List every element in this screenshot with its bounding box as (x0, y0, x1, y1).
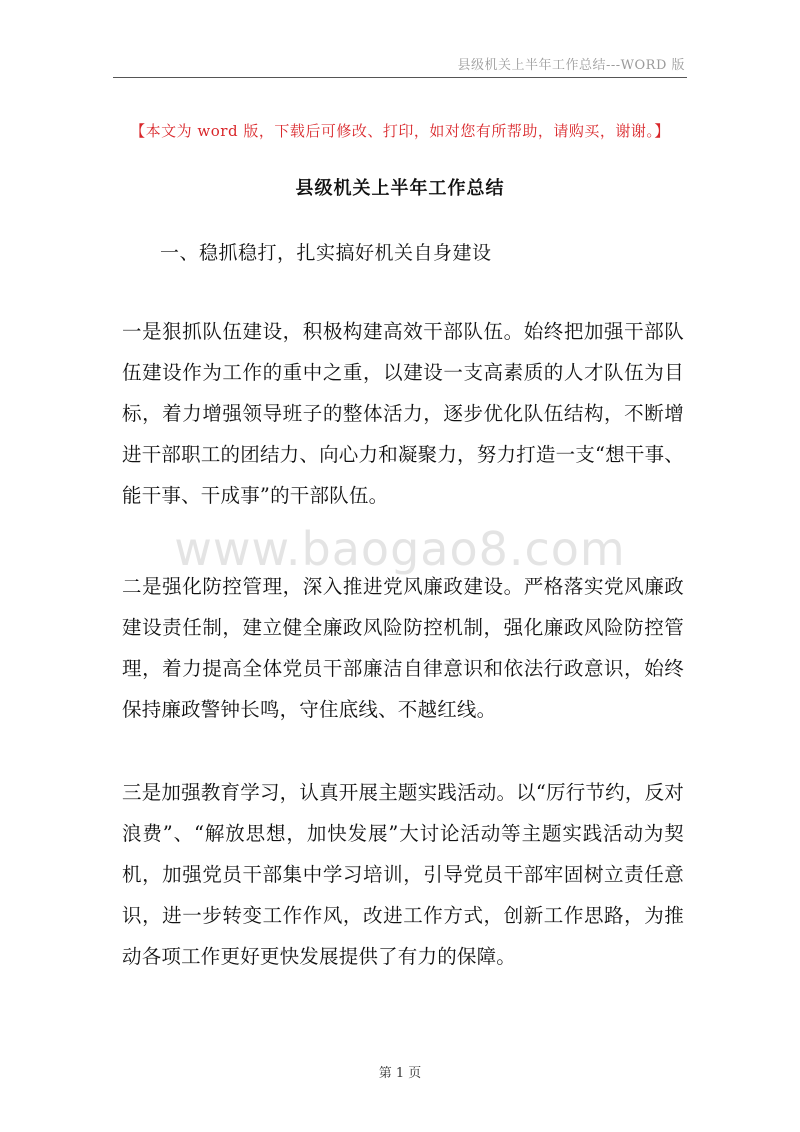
paragraph-1: 一是狠抓队伍建设，积极构建高效干部队伍。始终把加强干部队伍建设作为工作的重中之重，以建设一支高素质的人才队伍为目标，着力增强领导班子的整体活力，逐步优化队伍结构，不断增进干部职工的团结力、向心力和凝聚力，努力打造一支“想干事、能干事、干成事”的干部队伍。 (122, 320, 684, 507)
watermark: www.baogao8.com (174, 522, 626, 576)
section-heading: 一、稳抓稳打，扎实搞好机关自身建设 (160, 242, 492, 264)
header-divider (113, 77, 687, 78)
page-number: 第 1 页 (378, 1066, 422, 1081)
document-title: 县级机关上半年工作总结 (295, 178, 505, 199)
running-header: 县级机关上半年工作总结---WORD 版 (457, 58, 685, 73)
paragraph-2: 二是强化防控管理，深入推进党风廉政建设。严格落实党风廉政建设责任制，建立健全廉政风险防控机制，强化廉政风险防控管理，着力提高全体党员干部廉洁自律意识和依法行政意识，始终保持廉政警钟长鸣，守住底线、不越红线。 (122, 575, 684, 721)
purchase-notice: 【本文为 word 版，下载后可修改、打印，如对您有所帮助，请购买，谢谢。】 (130, 122, 670, 140)
paragraph-3: 三是加强教育学习，认真开展主题实践活动。以“厉行节约，反对浪费”、“解放思想，加快发展”大讨论活动等主题实践活动为契机，加强党员干部集中学习培训，引导党员干部牢固树立责任意识，进一步转变工作作风，改进工作方式，创新工作思路，为推动各项工作更好更快发展提供了有力的保障。 (122, 781, 684, 968)
